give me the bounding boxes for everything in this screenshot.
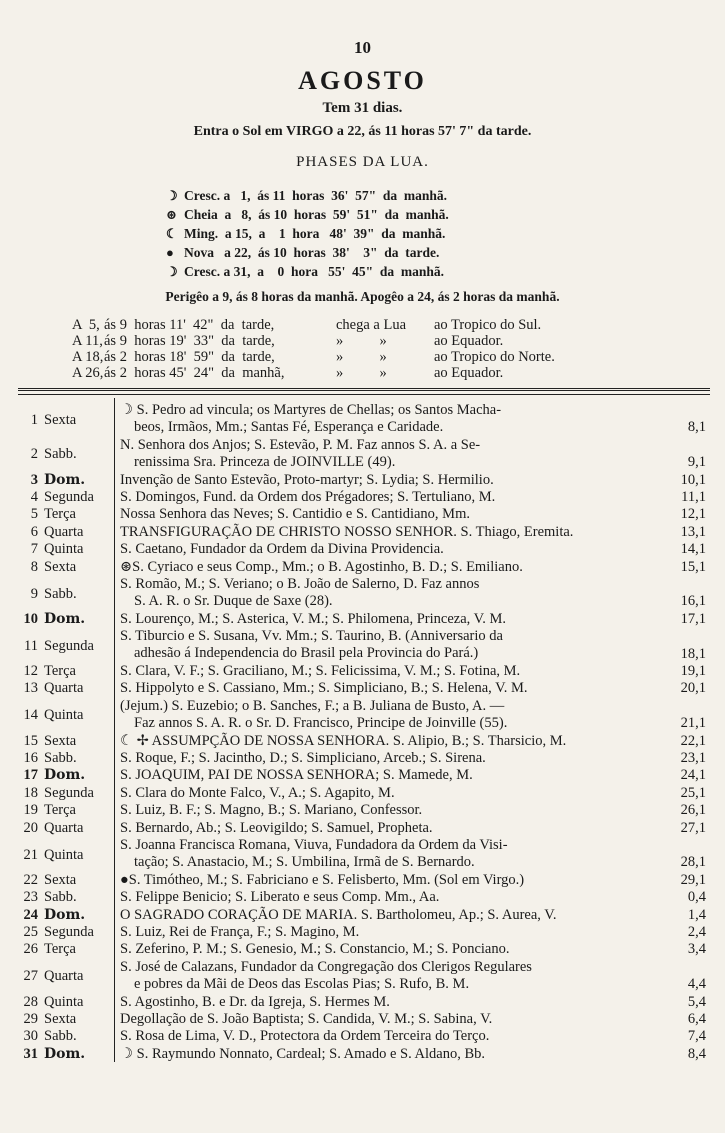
- weekday: Sexta: [44, 871, 77, 888]
- day-saints: [120, 402, 660, 436]
- tropic-cell: » »: [336, 349, 387, 365]
- tropic-cell: ás 9 horas 11' 42" da tarde,: [104, 317, 275, 333]
- saints-line: ☽ S. Raymundo Nonnato, Cardeal; S. Amado e S. Aldano, Bb.: [120, 1045, 486, 1062]
- moon-phase-row: [166, 205, 449, 224]
- saints-line: e pobres da Mãi de Deos das Escolas Pias; S. Rufo, B. M.: [134, 975, 470, 992]
- day-value: 3,4: [687, 941, 706, 958]
- day-value: 14,1: [680, 541, 706, 558]
- saints-line: Degollação de S. João Baptista; S. Candida, V. M.; S. Sabina, V.: [120, 1011, 493, 1027]
- tropic-cell: » »: [336, 333, 387, 349]
- saints-line: S. Caetano, Fundador da Ordem da Divina Providencia.: [120, 541, 444, 558]
- weekday: Dom.: [44, 471, 86, 488]
- day-number: 7: [30, 541, 38, 558]
- weekday: Quinta: [44, 993, 84, 1010]
- day-value: 17,1: [680, 610, 706, 627]
- tropic-cell: ás 2 horas 45' 24" da manhã,: [104, 365, 285, 381]
- moon-phase-row: [166, 262, 444, 281]
- day-number: 27: [23, 968, 38, 985]
- saints-line: S. Rosa de Lima, V. D., Protectora da Ordem Terceira do Terço.: [120, 1028, 490, 1045]
- saints-line: Faz annos S. A. R. o Sr. D. Francisco, Principe de Joinville (55).: [134, 714, 508, 731]
- saints-line: S. A. R. o Sr. Duque de Saxe (28).: [134, 593, 333, 609]
- saints-line: S. Domingos, Fund. da Ordem dos Prégadores; S. Tertuliano, M.: [120, 489, 496, 505]
- day-value: 23,1: [680, 750, 706, 766]
- saints-line: S. JOAQUIM, PAI DE NOSSA SENHORA; S. Mamede, M.: [120, 767, 473, 784]
- saints-line: beos, Irmãos, Mm.; Santas Fé, Esperança e Caridade.: [134, 419, 444, 435]
- saints-line: S. Felippe Benicio; S. Liberato e seus Comp. Mm., Aa.: [120, 889, 440, 906]
- moon-phase-row: [166, 186, 447, 205]
- days-count: Tem 31 dias.: [322, 100, 403, 116]
- day-value: 5,4: [687, 993, 706, 1010]
- day-value: 9,1: [687, 454, 706, 471]
- weekday: Quarta: [44, 680, 84, 697]
- day-number: 12: [23, 663, 38, 679]
- day-saints: [120, 941, 660, 958]
- day-saints: [120, 1046, 660, 1063]
- day-saints: [120, 820, 660, 837]
- month-title: AGOSTO: [298, 66, 427, 95]
- saints-line: Nossa Senhora das Neves; S. Cantidio e S. Cantidiano, Mm.: [120, 506, 470, 523]
- tropic-cell: » »: [336, 365, 387, 381]
- weekday: Sabb.: [44, 446, 77, 463]
- tropic-cell: A 11,: [72, 333, 103, 349]
- day-number: 25: [23, 924, 38, 940]
- weekday: Sabb.: [44, 585, 77, 602]
- saints-line: renissima Sra. Princeza de JOINVILLE (49).: [134, 453, 396, 470]
- day-saints: [120, 889, 660, 906]
- weekday: Sexta: [44, 411, 77, 428]
- day-value: 10,1: [680, 471, 706, 488]
- day-value: 28,1: [680, 854, 706, 871]
- saints-line: S. José de Calazans, Fundador da Congregação dos Clerigos Regulares: [120, 958, 532, 975]
- day-saints: [120, 472, 660, 489]
- day-saints: [120, 733, 660, 750]
- weekday: Segunda: [44, 489, 94, 505]
- day-number: 14: [23, 707, 38, 724]
- day-number: 19: [23, 802, 38, 819]
- tropic-cell: chega a Lua: [336, 317, 407, 333]
- saints-line: S. Lourenço, M.; S. Asterica, V. M.; S. Philomena, Princeza, V. M.: [120, 610, 506, 627]
- saints-line: S. Zeferino, P. M.; S. Genesio, M.; S. Constancio, M.; S. Ponciano.: [120, 941, 510, 958]
- day-number: 20: [23, 819, 38, 836]
- weekday: Sabb.: [44, 1028, 77, 1045]
- tropic-cell: ao Equador.: [434, 365, 504, 381]
- day-number: 23: [23, 889, 38, 906]
- saints-line: S. Tiburcio e S. Susana, Vv. Mm.; S. Taurino, B. (Anniversario da: [120, 628, 503, 645]
- day-saints: [120, 524, 660, 541]
- day-saints: [120, 576, 660, 610]
- day-saints: [120, 1028, 660, 1045]
- weekday: Quarta: [44, 968, 84, 985]
- saints-line: (Jejum.) S. Euzebio; o B. Sanches, F.; a B. Juliana de Busto, A. —: [120, 697, 505, 714]
- day-number: 6: [30, 523, 38, 540]
- tropic-cell: A 5,: [72, 317, 100, 333]
- day-number: 16: [23, 750, 38, 766]
- weekday: Dom.: [44, 1045, 86, 1062]
- weekday: Sexta: [44, 732, 77, 749]
- day-saints: [120, 907, 660, 924]
- tropic-cell: ao Equador.: [434, 333, 504, 349]
- weekday: Terça: [44, 802, 76, 819]
- day-saints: [120, 611, 660, 628]
- day-saints: [120, 489, 660, 506]
- day-value: 19,1: [680, 663, 706, 679]
- day-value: 26,1: [680, 802, 706, 819]
- day-number: 2: [30, 446, 38, 463]
- page-number: 10: [354, 38, 371, 57]
- day-number: 31: [23, 1045, 38, 1062]
- moon-phase-text: Cheia a 8, ás 10 horas 59' 51" da manhã.: [184, 206, 449, 222]
- day-value: 8,4: [687, 1045, 706, 1062]
- weekday: Dom.: [44, 906, 86, 923]
- saints-line: S. Clara do Monte Falco, V., A.; S. Agapito, M.: [120, 784, 395, 801]
- weekday: Quarta: [44, 819, 84, 836]
- day-value: 18,1: [680, 645, 706, 662]
- moon-phase-text: Cresc. a 1, ás 11 horas 36' 57" da manhã.: [184, 187, 448, 203]
- weekday: Quarta: [44, 523, 84, 540]
- day-value: 27,1: [680, 819, 706, 836]
- day-saints: [120, 559, 660, 576]
- moon-phase-text: Ming. a 15, a 1 hora 48' 39" da manhã.: [184, 225, 446, 241]
- sun-entry: Entra o Sol em VIRGO a 22, ás 11 horas 57' 7" da tarde.: [193, 124, 532, 139]
- day-saints: [120, 698, 660, 732]
- day-number: 8: [30, 558, 38, 575]
- day-saints: [120, 1011, 660, 1028]
- weekday: Sexta: [44, 1011, 77, 1027]
- saints-line: S. Agostinho, B. e Dr. da Igreja, S. Hermes M.: [120, 993, 390, 1010]
- moon-phase-icon: ☽: [166, 187, 178, 203]
- saints-line: S. Luiz, Rei de França, F.; S. Magino, M.: [120, 924, 360, 940]
- saints-line: S. Joanna Francisca Romana, Viuva, Fundadora da Ordem da Visi-: [120, 837, 508, 853]
- day-number: 18: [23, 784, 38, 801]
- day-saints: [120, 872, 660, 889]
- tropic-cell: A 26,: [72, 365, 104, 381]
- day-number: 30: [23, 1028, 38, 1045]
- moon-phase-text: Cresc. a 31, a 0 hora 55' 45" da manhã.: [184, 263, 445, 279]
- moon-phase-row: [166, 243, 439, 262]
- moon-phase-icon: ☽: [166, 263, 178, 279]
- day-number: 5: [30, 506, 38, 523]
- weekday: Quinta: [44, 541, 84, 558]
- day-saints: [120, 750, 660, 767]
- moon-phase-row: [166, 224, 445, 243]
- day-number: 9: [30, 585, 38, 602]
- phases-title: PHASES DA LUA.: [296, 154, 429, 170]
- day-number: 17: [23, 767, 38, 784]
- day-saints: [120, 680, 660, 697]
- day-value: 15,1: [680, 558, 706, 575]
- day-saints: [120, 663, 660, 680]
- weekday: Sabb.: [44, 889, 77, 906]
- day-number: 1: [30, 411, 38, 428]
- day-number: 29: [23, 1011, 38, 1027]
- day-value: 24,1: [680, 767, 706, 784]
- day-value: 13,1: [680, 523, 706, 540]
- rule: [18, 394, 710, 395]
- saints-line: N. Senhora dos Anjos; S. Estevão, P. M. Faz annos S. A. a Se-: [120, 436, 481, 453]
- day-value: 7,4: [687, 1028, 706, 1045]
- day-value: 11,1: [681, 489, 706, 505]
- perigee-apogee: Perigêo a 9, ás 8 horas da manhã. Apogêo a 24, ás 2 horas da manhã.: [165, 289, 560, 304]
- saints-line: ●S. Timótheo, M.; S. Fabriciano e S. Felisberto, Mm. (Sol em Virgo.): [120, 871, 525, 888]
- weekday: Terça: [44, 941, 76, 958]
- day-value: 29,1: [680, 871, 706, 888]
- weekday: Sexta: [44, 558, 77, 575]
- day-value: 2,4: [687, 924, 706, 940]
- day-value: 22,1: [680, 732, 706, 749]
- saints-line: S. Hippolyto e S. Cassiano, Mm.; S. Simpliciano, B.; S. Helena, V. M.: [120, 680, 528, 697]
- day-value: 6,4: [687, 1011, 706, 1027]
- weekday: Segunda: [44, 637, 94, 654]
- day-number: 22: [23, 871, 38, 888]
- day-number: 3: [30, 471, 38, 488]
- day-value: 8,1: [687, 419, 706, 436]
- saints-line: adhesão á Independencia do Brasil pela Provincia do Pará.): [134, 645, 479, 662]
- day-saints: [120, 767, 660, 784]
- day-saints: [120, 994, 660, 1011]
- day-number: 28: [23, 993, 38, 1010]
- weekday: Terça: [44, 663, 76, 679]
- weekday: Segunda: [44, 924, 94, 940]
- tropic-cell: ás 2 horas 18' 59" da tarde,: [104, 349, 275, 365]
- day-value: 16,1: [680, 593, 706, 610]
- saints-line: Invenção de Santo Estevão, Proto-martyr; S. Lydia; S. Hermilio.: [120, 471, 494, 488]
- saints-line: TRANSFIGURAÇÃO DE CHRISTO NOSSO SENHOR. S. Thiago, Eremita.: [120, 523, 574, 540]
- day-number: 11: [24, 637, 38, 654]
- day-saints: [120, 506, 660, 523]
- day-number: 4: [30, 489, 38, 505]
- tropic-cell: ao Tropico do Sul.: [434, 317, 542, 333]
- tropic-cell: ao Tropico do Norte.: [434, 349, 555, 365]
- tropic-cell: ás 9 horas 19' 33" da tarde,: [104, 333, 275, 349]
- weekday: Terça: [44, 506, 76, 523]
- saints-line: S. Bernardo, Ab.; S. Leovigildo; S. Samuel, Propheta.: [120, 819, 433, 836]
- day-number: 24: [23, 906, 38, 923]
- weekday: Quinta: [44, 707, 84, 724]
- day-saints: [120, 837, 660, 871]
- weekday: Dom.: [44, 767, 86, 784]
- day-number: 15: [23, 732, 38, 749]
- saints-line: O SAGRADO CORAÇÃO DE MARIA. S. Bartholomeu, Ap.; S. Aurea, V.: [120, 906, 557, 923]
- moon-phase-icon: ●: [166, 244, 174, 260]
- day-value: 21,1: [680, 715, 706, 732]
- day-saints: [120, 437, 660, 471]
- day-value: 0,4: [687, 889, 706, 906]
- saints-line: ☽ S. Pedro ad vincula; os Martyres de Chellas; os Santos Macha-: [120, 402, 502, 418]
- day-value: 25,1: [680, 784, 706, 801]
- day-number: 13: [23, 680, 38, 697]
- saints-line: ☾ ✢ ASSUMPÇÃO DE NOSSA SENHORA. S. Alipio, B.; S. Tharsicio, M.: [120, 732, 567, 749]
- double-rule: [18, 388, 710, 391]
- saints-line: S. Romão, M.; S. Veriano; o B. João de Salerno, D. Faz annos: [120, 576, 480, 592]
- day-number: 21: [23, 846, 38, 863]
- day-saints: [120, 959, 660, 993]
- day-saints: [120, 785, 660, 802]
- day-value: 4,4: [687, 976, 706, 993]
- day-number: 26: [23, 941, 38, 958]
- day-saints: [120, 541, 660, 558]
- moon-phase-icon: ⊛: [166, 206, 177, 222]
- weekday: Quinta: [44, 846, 84, 863]
- day-saints: [120, 628, 660, 662]
- saints-line: ⊛S. Cyriaco e seus Comp., Mm.; o B. Agostinho, B. D.; S. Emiliano.: [120, 558, 523, 575]
- day-saints: [120, 802, 660, 819]
- tropic-cell: A 18,: [72, 349, 104, 365]
- saints-line: S. Clara, V. F.; S. Graciliano, M.; S. Felicissima, V. M.; S. Fotina, M.: [120, 663, 521, 679]
- day-value: 12,1: [680, 506, 706, 523]
- day-value: 20,1: [680, 680, 706, 697]
- weekday: Segunda: [44, 784, 94, 801]
- weekday: Dom.: [44, 610, 86, 627]
- moon-phase-text: Nova a 22, ás 10 horas 38' 3" da tarde.: [184, 244, 440, 260]
- column-divider: [114, 398, 115, 1062]
- saints-line: S. Roque, F.; S. Jacintho, D.; S. Simpliciano, Arceb.; S. Sirena.: [120, 750, 486, 766]
- saints-line: tação; S. Anastacio, M.; S. Umbilina, Irmã de S. Bernardo.: [134, 854, 475, 870]
- day-value: 1,4: [687, 906, 706, 923]
- weekday: Sabb.: [44, 750, 77, 766]
- saints-line: S. Luiz, B. F.; S. Magno, B.; S. Mariano, Confessor.: [120, 802, 423, 819]
- day-saints: [120, 924, 660, 941]
- moon-phase-icon: ☾: [166, 225, 178, 241]
- day-number: 10: [23, 610, 38, 627]
